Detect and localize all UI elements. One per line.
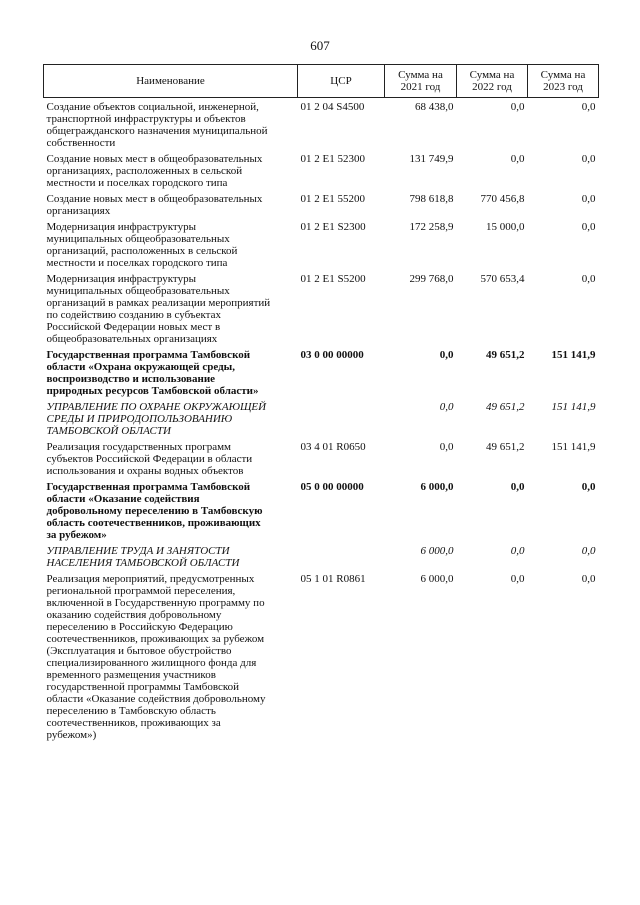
row-sum-2021: 6 000,0 bbox=[420, 573, 454, 585]
table-row-department bbox=[44, 545, 599, 573]
row-sum-2022: 49 651,2 bbox=[486, 349, 525, 361]
header-code: ЦСР bbox=[298, 65, 385, 98]
row-code: 01 2 E1 55200 bbox=[300, 193, 365, 205]
row-sum-2021: 131 749,9 bbox=[409, 153, 454, 165]
header-name: Наименование bbox=[44, 65, 298, 98]
table-row bbox=[44, 98, 599, 154]
row-sum-2021: 68 438,0 bbox=[415, 101, 454, 113]
row-name: Реализация государственных программ субъектов Российской Федерации в области использования и охраны водных объектов bbox=[46, 441, 253, 477]
row-sum-2023: 0,0 bbox=[581, 101, 596, 113]
table-row bbox=[44, 193, 599, 221]
budget-table bbox=[43, 64, 599, 745]
row-sum-2023: 0,0 bbox=[581, 273, 596, 285]
row-code: 01 2 E1 52300 bbox=[300, 153, 365, 165]
table-header-row bbox=[44, 65, 599, 98]
row-code: 01 2 E1 S5200 bbox=[300, 273, 366, 285]
row-name: Создание объектов социальной, инженерной, транспортной инфраструктуры и объектов общегражданского назначения муниципальной собственности bbox=[46, 101, 268, 149]
row-sum-2023: 151 141,9 bbox=[551, 401, 596, 413]
row-sum-2023: 0,0 bbox=[581, 545, 596, 557]
row-sum-2022: 15 000,0 bbox=[486, 221, 525, 233]
row-sum-2022: 570 653,4 bbox=[480, 273, 525, 285]
row-name: Модернизация инфраструктуры муниципальных общеобразовательных организаций в рамках реализации мероприятий по содействию созданию в субъектах Российской Федерации новых мест в общеобразовательных организациях bbox=[46, 273, 271, 345]
row-name: УПРАВЛЕНИЕ ТРУДА И ЗАНЯТОСТИ НАСЕЛЕНИЯ ТАМБОВСКОЙ ОБЛАСТИ bbox=[46, 545, 240, 569]
row-sum-2022: 0,0 bbox=[510, 545, 525, 557]
row-sum-2021: 0,0 bbox=[439, 441, 454, 453]
row-sum-2023: 0,0 bbox=[581, 193, 596, 205]
row-sum-2023: 0,0 bbox=[581, 481, 596, 493]
row-sum-2021: 6 000,0 bbox=[420, 481, 454, 493]
row-sum-2021: 0,0 bbox=[439, 401, 454, 413]
table-row-department bbox=[44, 401, 599, 441]
row-code: 01 2 04 S4500 bbox=[300, 101, 365, 113]
row-sum-2021: 172 258,9 bbox=[409, 221, 454, 233]
table-row-program bbox=[44, 481, 599, 545]
row-sum-2021: 798 618,8 bbox=[409, 193, 454, 205]
table-row bbox=[44, 273, 599, 349]
row-sum-2023: 0,0 bbox=[581, 221, 596, 233]
page-number: 607 bbox=[310, 38, 330, 53]
row-name: Реализация мероприятий, предусмотренных региональной программой переселения, включенной в Государственную программу по оказанию содействия добровольному переселению в Российскую Федерацию соотечественников, проживающих за рубежом (Эксплуатация и бытовое обустройство специализированного жилищного фонда для временного размещения участников государственной программы Тамбовской области «Оказание содействия добровольному переселению в Тамбовскую область соотечественников, проживающих за рубежом») bbox=[46, 573, 266, 741]
row-code bbox=[298, 401, 385, 441]
row-code: 05 0 00 00000 bbox=[300, 481, 364, 493]
table-row bbox=[44, 221, 599, 273]
header-sum-2021: Сумма на 2021 год bbox=[385, 65, 457, 98]
table-row-program bbox=[44, 349, 599, 401]
row-name: Модернизация инфраструктуры муниципальных общеобразовательных организаций, расположенных в сельской местности и поселках городского типа bbox=[46, 221, 238, 269]
row-sum-2022: 49 651,2 bbox=[486, 401, 525, 413]
row-sum-2023: 151 141,9 bbox=[551, 441, 596, 453]
row-name: УПРАВЛЕНИЕ ПО ОХРАНЕ ОКРУЖАЮЩЕЙ СРЕДЫ И ПРИРОДОПОЛЬЗОВАНИЮ ТАМБОВСКОЙ ОБЛАСТИ bbox=[46, 401, 267, 437]
row-code: 05 1 01 R0861 bbox=[300, 573, 366, 585]
table-row bbox=[44, 153, 599, 193]
row-sum-2021: 0,0 bbox=[439, 349, 454, 361]
row-sum-2021: 6 000,0 bbox=[420, 545, 454, 557]
row-sum-2023: 0,0 bbox=[581, 153, 596, 165]
row-sum-2023: 0,0 bbox=[581, 573, 596, 585]
header-sum-2023: Сумма на 2023 год bbox=[528, 65, 599, 98]
row-sum-2022: 0,0 bbox=[510, 481, 525, 493]
table-row bbox=[44, 441, 599, 481]
row-sum-2022: 0,0 bbox=[510, 573, 525, 585]
row-name: Государственная программа Тамбовской области «Оказание содействия добровольному переселению в Тамбовскую область соотечественников, проживающих за рубежом» bbox=[46, 481, 263, 541]
table-row bbox=[44, 573, 599, 745]
row-code: 03 0 00 00000 bbox=[300, 349, 364, 361]
row-name: Создание новых мест в общеобразовательных организациях, расположенных в сельской местности и поселках городского типа bbox=[46, 153, 263, 189]
row-code: 01 2 E1 S2300 bbox=[300, 221, 366, 233]
row-sum-2022: 770 456,8 bbox=[480, 193, 525, 205]
row-name: Государственная программа Тамбовской области «Охрана окружающей среды, воспроизводство и использование природных ресурсов Тамбовской области» bbox=[46, 349, 259, 397]
row-sum-2022: 0,0 bbox=[510, 153, 525, 165]
header-sum-2022: Сумма на 2022 год bbox=[457, 65, 528, 98]
row-code: 03 4 01 R0650 bbox=[300, 441, 366, 453]
row-sum-2022: 0,0 bbox=[510, 101, 525, 113]
row-name: Создание новых мест в общеобразовательных организациях bbox=[46, 193, 263, 217]
row-sum-2022: 49 651,2 bbox=[486, 441, 525, 453]
row-sum-2023: 151 141,9 bbox=[551, 349, 596, 361]
row-code bbox=[298, 545, 385, 573]
row-sum-2021: 299 768,0 bbox=[409, 273, 454, 285]
